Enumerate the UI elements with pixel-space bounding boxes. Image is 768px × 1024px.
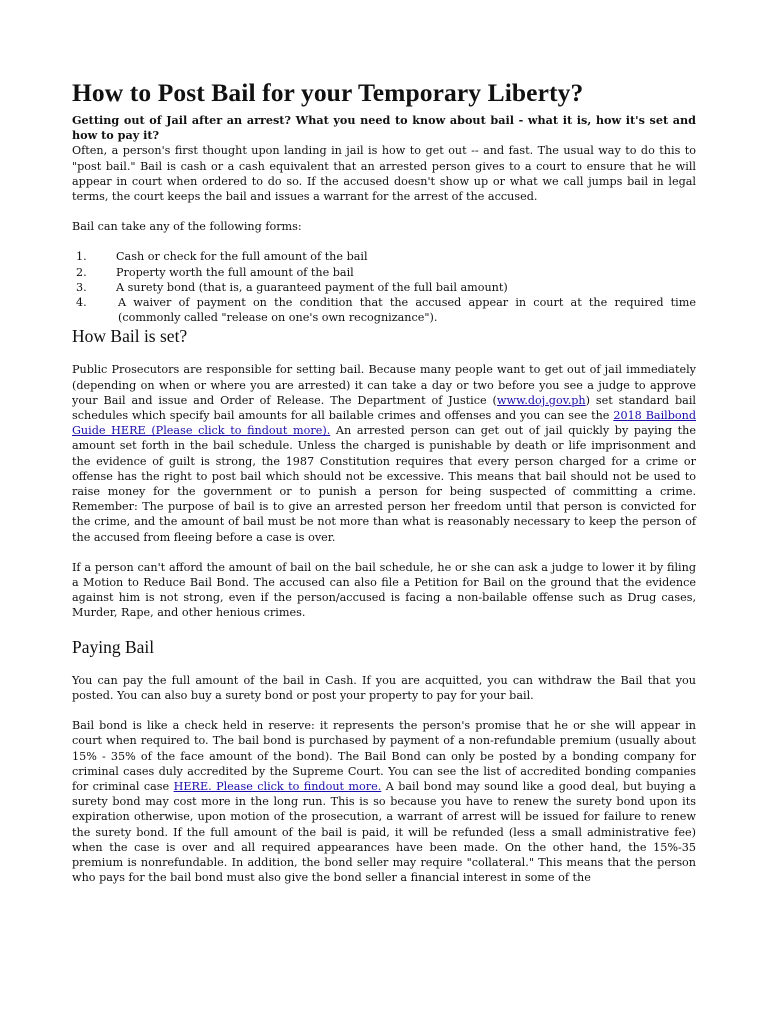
section-heading-how-bail-is-set: How Bail is set? <box>72 326 188 347</box>
spacer <box>72 204 696 219</box>
reduce-bail-paragraph: If a person can't afford the amount of bail on the bail schedule, he or she can ask a judge to lower it by filing a Motion to Reduce Bail Bond. The accused can also file a Petition for Bail on the ground that the evidence against him is not strong, even if the person/accused is facing a non-bailable offense such as Drug cases, Murder, Rape, and other henious crimes. <box>72 560 696 620</box>
paying-bail-paragraph: You can pay the full amount of the bail in Cash. If you are acquitted, you can withdraw the Bail that you posted. You can also buy a surety bond or post your property to pay for your bail. <box>72 673 696 702</box>
list-item <box>72 265 696 280</box>
text-run: ) set standard bail schedules which specify bail amounts for all bailable crimes and offenses and you can see the <box>72 393 696 423</box>
spacer <box>72 347 696 362</box>
text-run: Bail bond is like a check held in reserve: it represents the person's promise that he or she will appear in court when required to. The bail bond is purchased by payment of a non-refundable premium (usually about 15% - 35% of the face amount of the bond). The Bail Bond can only be posted by a bonding company for criminal cases duly accredited by the Supreme Court. You can see the list of accredited bonding companies for criminal case <box>72 719 696 793</box>
list-number: 4. <box>76 296 87 310</box>
list-item-text: A surety bond (that is, a guaranteed payment of the full bail amount) <box>116 280 508 294</box>
page-title: How to Post Bail for your Temporary Liberty? <box>72 78 584 107</box>
text-run: A bail bond may sound like a good deal, but buying a surety bond may cost more in the long run. This is so because you have to renew the surety bond upon its expiration otherwise, upon motion of the prosecution, a warrant of arrest will be issued for failure to renew the surety bond. If the full amount of the bail is paid, it will be refunded (less a small administrative fee) when the case is over and all required appearances have been made. On the other hand, the 15%-35 premium is nonrefundable. In addition, the bond seller may require "collateral." This means that the person who pays for the bail bond must also give the bond seller a financial interest in some of the <box>72 779 696 885</box>
section-heading-paying-bail: Paying Bail <box>72 636 155 657</box>
page-subtitle: Getting out of Jail after an arrest? What you need to know about bail - what it is, how it's set and how to pay it? <box>72 113 696 143</box>
list-item-text: A waiver of payment on the condition that the accused appear in court at the required time (commonly called "release on one's own recognizance"). <box>118 296 696 325</box>
list-item <box>72 249 696 264</box>
list-number: 2. <box>76 265 87 279</box>
list-item-text: Property worth the full amount of the bail <box>116 265 354 279</box>
list-item-text: Cash or check for the full amount of the bail <box>116 250 368 264</box>
spacer <box>72 658 696 673</box>
intro-paragraph: Often, a person's first thought upon landing in jail is how to get out -- and fast. The usual way to do this to "post bail." Bail is cash or a cash equivalent that an arrested person gives to a court to ensure that he will appear in court when ordered to do so. If the accused doesn't show up or what we call jumps bail in legal terms, the court keeps the bail and issues a warrant for the arrest of the accused. <box>72 144 696 204</box>
text-run: Public Prosecutors are responsible for setting bail. Because many people want to get out of jail immediately (depending on when or where you are arrested) it can take a day or two before you see a judge to approve your Bail and issue and Order of Release. The Department of Justice ( <box>72 363 696 407</box>
list-number: 3. <box>76 280 87 294</box>
doj-website-link[interactable]: www.doj.gov.ph <box>496 393 586 407</box>
bail-bond-paragraph <box>72 718 696 885</box>
spacer <box>72 703 696 718</box>
accredited-bonding-companies-link[interactable]: HERE. Please click to findout more. <box>173 779 382 793</box>
text-run: An arrested person can get out of jail quickly by paying the amount set forth in the bail schedule. Unless the charged is punishable by death or life imprisonment and the evidence of guilt is strong, the 1987 Constitution requires that every person charged for a crime or offense has the right to post bail which should not be excessive. This means that bail should not be used to raise money for the government or to punish a person for being suspected of committing a crime. Remember: The purpose of bail is to give an arrested person her freedom until that person is convicted for the crime, and the amount of bail must be not more than what is reasonably necessary to keep the person of the accused from fleeing before a case is over. <box>72 424 696 544</box>
spacer <box>72 234 696 249</box>
list-item <box>72 280 696 295</box>
list-number: 1. <box>76 250 87 264</box>
spacer <box>72 621 696 636</box>
bail-forms-list <box>72 249 696 325</box>
list-item <box>72 295 696 325</box>
bail-setting-paragraph <box>72 362 696 544</box>
spacer <box>72 545 696 560</box>
bailbond-guide-link[interactable]: 2018 Bailbond Guide HERE (Please click to findout more). <box>72 409 697 438</box>
bail-forms-lead: Bail can take any of the following forms: <box>72 220 302 234</box>
